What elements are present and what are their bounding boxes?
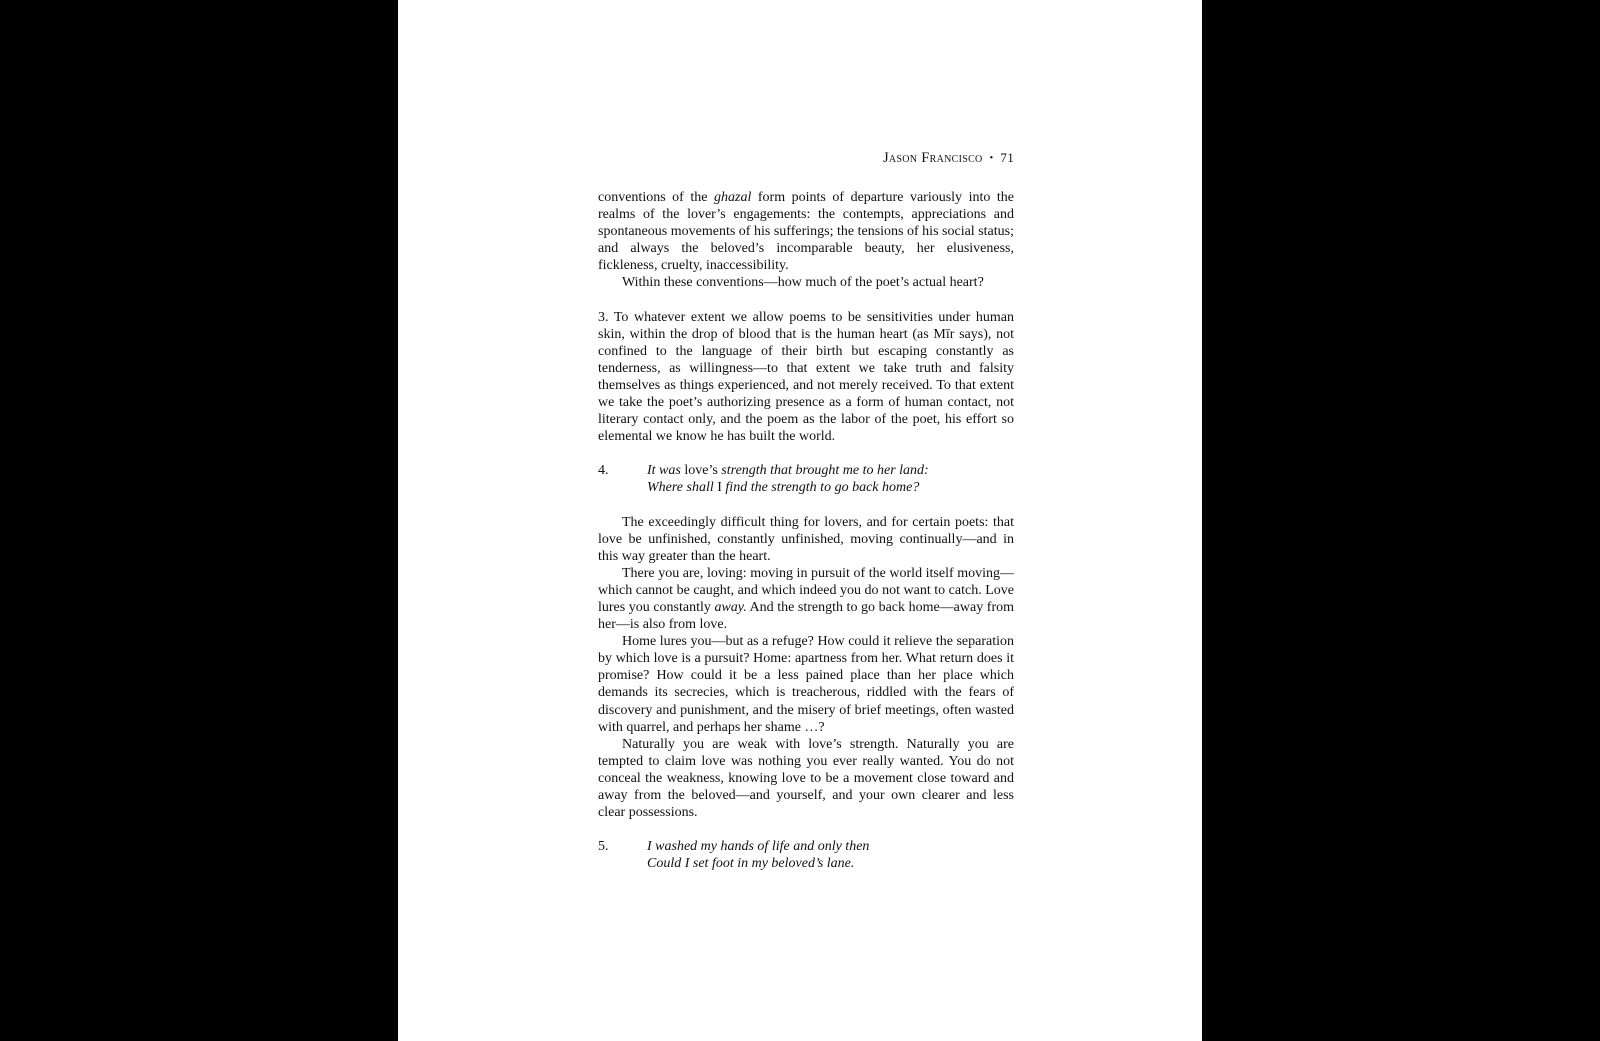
verse-line-1 [647, 462, 929, 479]
text-run: form points of departure variously into the realms of the lover’s engagements: the contempts, appreciations and spontaneous movements of his sufferings; the tensions of his social status; and always the beloved’s incomparable beauty, her elusiveness, fickleness, cruelty, inaccessibility. [598, 190, 1015, 274]
section-gap [598, 497, 1014, 514]
section-5-number: 5. [598, 839, 609, 855]
text-run: love’s [684, 463, 718, 479]
section-4-number: 4. [598, 463, 609, 479]
section-4-paragraph-1: The exceedingly difficult thing for lovers, and for certain poets: that love be unfinished, constantly unfinished, moving continually—and in this way greater than the heart. [598, 514, 1014, 564]
text-run: It was [647, 463, 685, 479]
section-4-paragraph-2 [598, 565, 1014, 633]
body-text [598, 189, 1014, 872]
running-head-author: Jason Francisco [882, 150, 983, 166]
section-gap [598, 292, 1014, 309]
section-2-paragraph-1 [598, 189, 1014, 274]
text-run: find the strength to go back home? [721, 480, 920, 496]
text-run: I [717, 480, 722, 496]
text-run: strength that brought me to her land: [717, 463, 929, 479]
text-run: conventions of the [598, 190, 715, 205]
page-number: 71 [1000, 150, 1014, 165]
italic-term: away. [714, 599, 747, 615]
italic-term: ghazal [714, 190, 752, 205]
running-head [598, 150, 1014, 167]
document-page [398, 0, 1202, 1041]
text-run: Where shall [647, 480, 718, 496]
running-head-separator: • [989, 153, 994, 164]
verse-lines [647, 838, 869, 872]
verse-line-2: Could I set foot in my beloved’s lane. [647, 856, 855, 872]
section-2-paragraph-2: Within these conventions—how much of the poet’s actual heart? [622, 275, 984, 291]
section-gap [598, 445, 1014, 462]
verse-line-1: I washed my hands of life and only then [647, 839, 870, 855]
section-3-paragraph: 3. To whatever extent we allow poems to be sensitivities under human skin, within the drop of blood that is the human heart (as Mīr says), not confined to the language of their birth but escaping constantly as tenderness, as willingness—to that extent we take truth and falsity themselves as things experienced, and not merely received. To that extent we take the poet’s authorizing presence as a form of human contact, not literary contact only, and the poem as the labor of the poet, his effort so elemental we know he has built the world. [598, 309, 1014, 445]
section-5-verse [598, 838, 1014, 872]
text-run: And the strength to go back home—away from her—is also from love. [598, 599, 1015, 633]
section-4-paragraph-3: Home lures you—but as a refuge? How could it relieve the separation by which love is a pursuit? Home: apartness from her. What return does it promise? How could it be a less pained place than her place which demands its secrecies, which is treacherous, riddled with the fears of discovery and punishment, and the misery of brief meetings, often wasted with quarrel, and perhaps her shame …? [598, 634, 1014, 735]
verse-line-2 [647, 479, 929, 496]
section-4-paragraph-4: Naturally you are weak with love’s strength. Naturally you are tempted to claim love was nothing you ever really wanted. You do not conceal the weakness, knowing love to be a movement close toward and away from the beloved—and yourself, and your own clearer and less clear possessions. [598, 736, 1014, 821]
section-gap [598, 821, 1014, 838]
text-run: There you are, loving: moving in pursuit of the world itself moving—which cannot be caught, and which indeed you do not want to catch. Love lures you constantly [598, 565, 1014, 615]
verse-lines [647, 462, 929, 496]
section-4-verse [598, 462, 1014, 496]
